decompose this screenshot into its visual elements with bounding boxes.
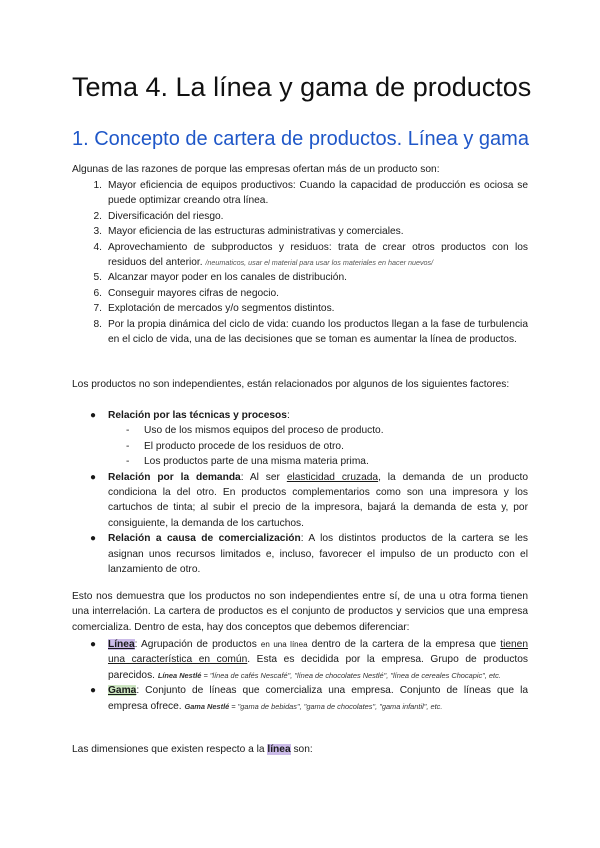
relations-intro: Los productos no son independientes, están relacionados por algunos de los siguientes factores: <box>72 379 510 390</box>
list-item: 3. Mayor eficiencia de las estructuras administrativas y comerciales. <box>93 226 404 238</box>
handwritten-note: /neumaticos, usar el material para usar los materiales en hacer nuevos/ <box>205 258 434 268</box>
dimensiones-paragraph: Las dimensiones que existen respecto a la línea son: <box>72 744 313 755</box>
bullet-icon: ● <box>90 533 97 545</box>
list-item: 7. Explotación de mercados y/o segmentos distintos. <box>93 303 335 315</box>
list-item: 8. Por la propia dinámica del ciclo de vida: cuando los productos llegan a la fase de turbulencia en el ciclo de vida, una de las decisiones que se toman es aumentar la línea de productos. <box>93 318 528 346</box>
list-item: ● Relación por la demanda: Al ser elasticidad cruzada, la demanda de un producto condiciona la del otro. En productos complementarios como son una impresora y los cartuchos de tinta; al subir el precio de la impresora, bajará la demanda de esta y, por consiguiente, la demanda de los cartuchos. <box>90 471 529 529</box>
bullet-icon: ● <box>90 410 97 421</box>
reasons-list <box>86 178 528 347</box>
gama-term: Gama <box>108 685 137 697</box>
sub-list-item: - Uso de los mismos equipos del proceso de producto. <box>126 425 384 437</box>
list-item: ● Línea: Agrupación de productos en una línea dentro de la cartera de la empresa que tienen una característica en común. Esta es decidida por la empresa. Grupo de productos parecidos. Línea Nestlé = "línea de cafés Nescafé", "línea de chocolates Nestlé", "línea de cereales Chocapic", etc. <box>90 639 529 681</box>
list-item: 1. Mayor eficiencia de equipos productivos: Cuando la capacidad de producción es ociosa se puede optimizar creando otra línea. <box>93 180 528 207</box>
linea-term: Línea <box>108 639 135 650</box>
list-item: ● Gama: Conjunto de líneas que comercializa una empresa. Conjunto de líneas que la empresa ofrece. Gama Nestlé = "gama de bebidas", "gama de chocolates", "gama infantil", etc. <box>90 685 528 712</box>
section-heading: 1. Concepto de cartera de productos. Línea y gama <box>72 128 529 150</box>
list-item: 2. Diversificación del riesgo. <box>93 210 224 222</box>
list-item: 6. Conseguir mayores cifras de negocio. <box>93 287 280 299</box>
cartera-paragraph: Esto nos demuestra que los productos no son independientes entre sí, de una u otra forma tienen una interrelación. La cartera de productos es el conjunto de productos y servicios que una empresa comercializa. Dentro de esta, hay dos conceptos que debemos diferenciar: <box>72 591 528 633</box>
list-item: ● Relación por las técnicas y procesos: - Uso de los mismos equipos del proceso de producto. - El producto procede de los residuos de otro. - Los productos parte de una misma materia prima. <box>88 408 528 470</box>
intro-paragraph: Algunas de las razones de porque las empresas ofertan más de un producto son: <box>72 164 440 175</box>
sub-list-item: - Los productos parte de una misma materia prima. <box>126 456 369 468</box>
list-item: 4. Aprovechamiento de subproductos y residuos: trata de crear otros productos con los residuos del anterior. /neumaticos, usar el material para usar los materiales en hacer nuevos/ <box>93 241 528 269</box>
bullet-icon: ● <box>90 471 97 483</box>
document-title: Tema 4. La línea y gama de productos <box>72 72 532 102</box>
list-item: ● Relación a causa de comercialización: A los distintos productos de la cartera se les asignan unos recursos limitados e, incluso, favorecer el impulso de un producto con el lanzamiento de otro. <box>90 533 529 576</box>
sub-list-item: - El producto procede de los residuos de otro. <box>126 440 344 452</box>
bullet-icon: ● <box>90 639 97 650</box>
list-item: 5. Alcanzar mayor poder en los canales de distribución. <box>93 272 347 284</box>
bullet-icon: ● <box>90 685 97 697</box>
concepts-list <box>88 637 528 714</box>
underlined-term: elasticidad cruzada <box>286 471 379 483</box>
relations-list <box>88 408 528 577</box>
